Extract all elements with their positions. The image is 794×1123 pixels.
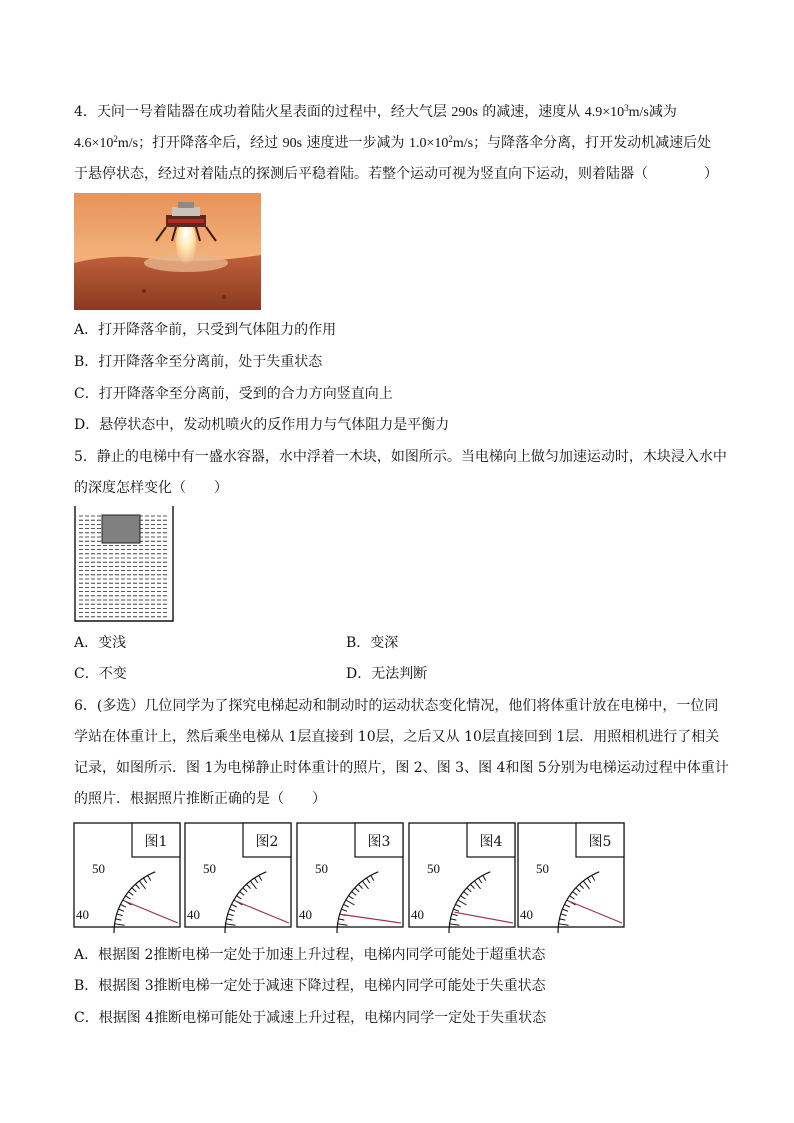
q4-line-1: 4．天问一号着陆器在成功着陆火星表面的过程中，经大气层 290s 的减速，速度从 $4.9\times 10^3m/s$减为 [74,103,677,120]
scale-label-40: 40 [187,907,200,922]
q6-line-1: 6．(多选）几位同学为了探究电梯起动和制动时的运动状态变化情况，他们将体重计放在电梯中，一位同 [74,698,719,714]
q6-option-c: C．根据图 4推断电梯可能处于减速上升过程，电梯内同学一定处于失重状态 [74,1010,547,1026]
scale-label-50: 50 [427,861,440,876]
scale-gauge [518,823,624,933]
scale-gauge [409,823,515,933]
q6-option-b: B．根据图 3推断电梯一定处于减速下降过程，电梯内同学可能处于失重状态 [74,978,546,994]
q4-option-c: C．打开降落伞至分离前，受到的合力方向竖直向上 [74,386,393,402]
gauge-label: 图1 [144,834,168,850]
q6-line-2: 学站在体重计上，然后乘坐电梯从 1层直接到 10层，之后又从 10层直接回到 1层．用照相机进行了相关 [74,729,720,745]
q5-option-c: C．不变 [74,666,127,682]
q5-option-b: B．变深 [346,635,399,651]
scale-label-50: 50 [203,861,216,876]
q6-line-3: 记录，如图所示．图 1为电梯静止时体重计的照片，图 2、图 3、图 4和图 5分别为电梯运动过程中体重计 [74,760,729,776]
q6-line-4: 的照片．根据照片推断正确的是（ ） [74,791,326,807]
q5-option-d: D．无法判断 [346,666,428,682]
scale-gauge [185,823,291,933]
q5-line-1: 5．静止的电梯中有一盛水容器，水中浮着一木块，如图所示。当电梯向上做匀加速运动时，木块浸入水中 [74,449,727,465]
gauge-label: 图3 [367,834,391,850]
gauge-label: 图2 [255,834,279,850]
scale-label-50: 50 [92,861,105,876]
q4-line-2: $4.6\times 10^2m/s$；打开降落伞后，经过 90s 速度进一步减为 $1.0\times 10^2m/s$；与降落伞分离，打开发动机减速后处 [74,134,712,151]
q4-option-a: A．打开降落伞前，只受到气体阻力的作用 [74,322,337,338]
scale-label-40: 40 [299,907,312,922]
q4-line-3: 于悬停状态，经过对着陆点的探测后平稳着陆。若整个运动可视为竖直向下运动，则着陆器（ ） [74,166,718,182]
q5-line-2: 的深度怎样变化（ ） [74,480,228,496]
scale-label-40: 40 [520,907,533,922]
scale-label-40: 40 [76,907,89,922]
scale-gauge [74,823,180,933]
scale-label-40: 40 [411,907,424,922]
q6-option-a: A．根据图 2推断电梯一定处于加速上升过程，电梯内同学可能处于超重状态 [74,947,546,963]
scale-gauge [297,823,403,933]
q4-option-b: B．打开降落伞至分离前，处于失重状态 [74,354,323,370]
scale-label-50: 50 [536,861,549,876]
q4-option-d: D．悬停状态中，发动机喷火的反作用力与气体阻力是平衡力 [74,417,450,433]
gauge-label: 图5 [588,834,612,850]
scale-label-50: 50 [315,861,328,876]
q5-option-a: A．变浅 [74,635,127,651]
gauge-label: 图4 [479,834,503,850]
